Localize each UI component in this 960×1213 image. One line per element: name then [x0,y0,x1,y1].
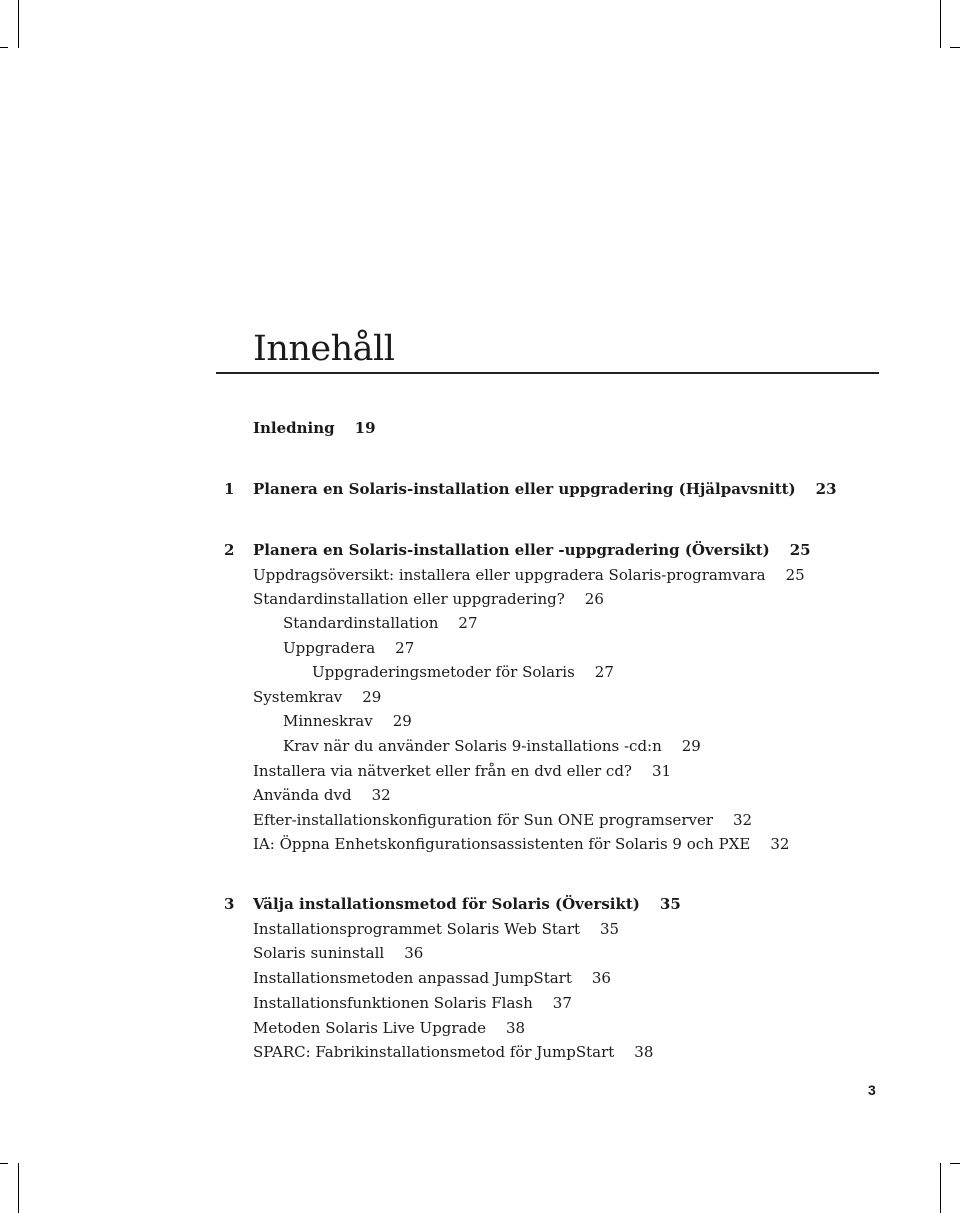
toc-entry[interactable] [253,761,671,781]
toc-entry-page: 35 [659,895,681,913]
crop-mark-top-right [940,0,941,48]
toc-entry[interactable] [253,968,611,988]
toc-entry-title: Uppgraderingsmetoder för Solaris [312,663,575,681]
toc-entry[interactable] [283,736,701,756]
crop-mark-bottom-left [0,1163,8,1164]
toc-entry-title: Metoden Solaris Live Upgrade [253,1019,486,1037]
toc-entry-page: 38 [506,1019,526,1037]
toc-entry-page: 29 [392,712,412,730]
toc-entry-page: 32 [733,811,753,829]
toc-entry-page: 32 [371,786,391,804]
crop-mark-bottom-right [950,1163,960,1164]
toc-entry-page: 36 [404,944,424,962]
toc-entry[interactable] [253,418,376,438]
toc-entry[interactable] [312,662,614,682]
toc-entry-title: Solaris suninstall [253,944,385,962]
toc-entry-title: SPARC: Fabrikinstallationsmetod för JumpStart [253,1043,615,1061]
crop-mark-top-left [0,47,8,48]
toc-entry[interactable] [253,1042,653,1062]
toc-chapter-number: 1 [224,480,235,498]
toc-entry-page: 23 [815,480,837,498]
toc-entry-page: 27 [594,663,614,681]
toc-entry-title: Planera en Solaris-installation eller -uppgradering (Översikt) [253,541,770,559]
toc-entry[interactable] [283,613,478,633]
toc-entry-page: 19 [354,419,376,437]
toc-entry-title: Standardinstallation eller uppgradering? [253,590,565,608]
toc-entry-page: 25 [785,566,805,584]
toc-entry-title: Installera via nätverket eller från en dvd eller cd? [253,762,632,780]
toc-entry-page: 36 [591,969,611,987]
toc-entry-title: Använda dvd [253,786,352,804]
toc-entry-title: Inledning [253,419,335,437]
toc-entry-title: Efter-installationskonfiguration för Sun ONE programserver [253,811,714,829]
title-rule [216,372,879,374]
toc-entry[interactable] [253,565,805,585]
toc-entry-page: 29 [681,737,701,755]
toc-entry-page: 27 [458,614,478,632]
toc-entry-title: Systemkrav [253,688,343,706]
toc-entry-page: 27 [395,639,415,657]
toc-entry-title: Uppdragsöversikt: installera eller uppgradera Solaris-programvara [253,566,766,584]
toc-entry[interactable] [253,785,391,805]
toc-entry[interactable] [253,834,789,854]
toc-chapter-number: 3 [224,895,235,913]
toc-entry-page: 35 [600,920,620,938]
toc-entry[interactable] [253,943,423,963]
toc-entry[interactable] [283,638,414,658]
page-number: 3 [868,1082,876,1098]
toc-entry-title: Minneskrav [283,712,373,730]
toc-chapter-entry[interactable] [224,894,681,914]
toc-entry-title: Uppgradera [283,639,376,657]
toc-entry[interactable] [253,919,619,939]
toc-entry-title: Krav när du använder Solaris 9-installations -cd:n [283,737,662,755]
page-title: Innehåll [253,329,395,370]
toc-entry-page: 38 [634,1043,654,1061]
toc-entry-page: 31 [651,762,672,780]
toc-entry-page: 32 [770,835,790,853]
toc-entry-title: Välja installationsmetod för Solaris (Översikt) [253,895,640,913]
toc-entry-title: Installationsprogrammet Solaris Web Start [253,920,581,938]
toc-entry-title: Installationsmetoden anpassad JumpStart [253,969,572,987]
toc-entry[interactable] [253,810,752,830]
toc-entry[interactable] [283,711,412,731]
crop-mark-top-left [18,0,19,48]
toc-entry-page: 26 [584,590,604,608]
toc-entry-title: Standardinstallation [283,614,439,632]
toc-entry-title: Planera en Solaris-installation eller uppgradering (Hjälpavsnitt) [253,480,796,498]
toc-entry-title: Installationsfunktionen Solaris Flash [253,994,533,1012]
toc-entry[interactable] [253,589,604,609]
toc-entry-page: 37 [552,994,572,1012]
toc-chapter-number: 2 [224,541,235,559]
toc-chapter-entry[interactable] [224,479,837,499]
toc-entry[interactable] [253,1018,525,1038]
crop-mark-bottom-right [940,1163,941,1213]
toc-entry[interactable] [253,687,381,707]
toc-entry-title: IA: Öppna Enhetskonfigurationsassistenten för Solaris 9 och PXE [253,835,751,853]
toc-entry[interactable] [253,993,572,1013]
crop-mark-bottom-left [18,1163,19,1213]
toc-entry-page: 25 [789,541,811,559]
toc-chapter-entry[interactable] [224,540,811,560]
toc-entry-page: 29 [362,688,382,706]
crop-mark-top-right [950,47,960,48]
